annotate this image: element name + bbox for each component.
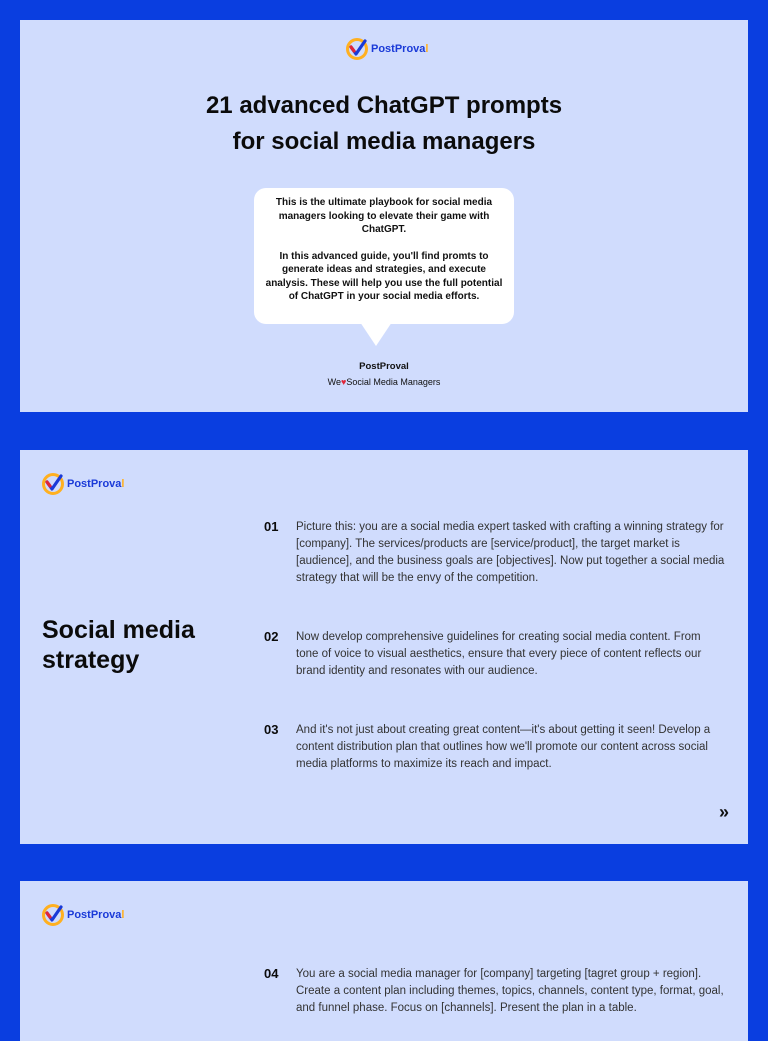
author-tagline: We♥Social Media Managers bbox=[327, 377, 441, 387]
next-arrow-icon[interactable]: » bbox=[718, 802, 726, 822]
logo-wordmark: PostProval bbox=[67, 909, 125, 921]
prompt-text: Now develop comprehensive guidelines for creating social media content. From tone of voice to visual aesthetics, ensure that every piece of content reflects our brand identity and resonates with our audience. bbox=[296, 631, 702, 677]
intro-paragraph-1: This is the ultimate playbook for social media managers looking to elevate their game with ChatGPT. bbox=[275, 197, 493, 235]
prompt-text: You are a social media manager for [company] targeting [tagret group + region]. Create a content plan including themes, topics, channels, content type, format, goal, and funnel phase. Focus on [channels]. Present the plan in a table. bbox=[296, 968, 724, 1014]
prompt-text: And it's not just about creating great content—it's about getting it seen! Develop a content distribution plan that outlines how we'll promote our content across social media platforms to maximize its reach and impact. bbox=[296, 724, 711, 770]
speech-bubble-tail bbox=[360, 322, 392, 346]
strategy-slide bbox=[20, 450, 748, 844]
cover-slide bbox=[20, 20, 748, 412]
postproval-logo bbox=[346, 38, 428, 60]
logo-wordmark: PostProval bbox=[67, 478, 125, 490]
prompt-number: 02 bbox=[264, 629, 279, 644]
prompt-number: 04 bbox=[264, 966, 279, 981]
intro-speech-bubble bbox=[254, 188, 514, 324]
author-name: PostProval bbox=[359, 361, 409, 372]
intro-paragraph-2: In this advanced guide, you'll find promts to generate ideas and strategies, and execute analysis. These will help you use the full potential of ChatGPT in your social media efforts. bbox=[265, 250, 503, 302]
postproval-logo-icon bbox=[346, 38, 368, 60]
postproval-logo-icon bbox=[42, 473, 64, 495]
postproval-logo bbox=[42, 904, 124, 926]
heart-icon: ♥ bbox=[340, 377, 347, 387]
prompt-number: 01 bbox=[264, 519, 279, 534]
page-title: 21 advanced ChatGPT prompts for social media managers bbox=[205, 92, 563, 155]
logo-wordmark: PostProval bbox=[371, 43, 429, 55]
content-plan-slide bbox=[20, 881, 748, 1041]
prompt-number: 03 bbox=[264, 722, 279, 737]
postproval-logo-icon bbox=[42, 904, 64, 926]
section-title: Social media strategy bbox=[42, 616, 195, 674]
prompt-text: Picture this: you are a social media expert tasked with crafting a winning strategy for [company]. The services/products are [service/product], the target market is [audience], and the business goals are [objectives]. Now put together a social media strategy that will be the envy of the competition. bbox=[296, 521, 725, 584]
postproval-logo bbox=[42, 473, 124, 495]
